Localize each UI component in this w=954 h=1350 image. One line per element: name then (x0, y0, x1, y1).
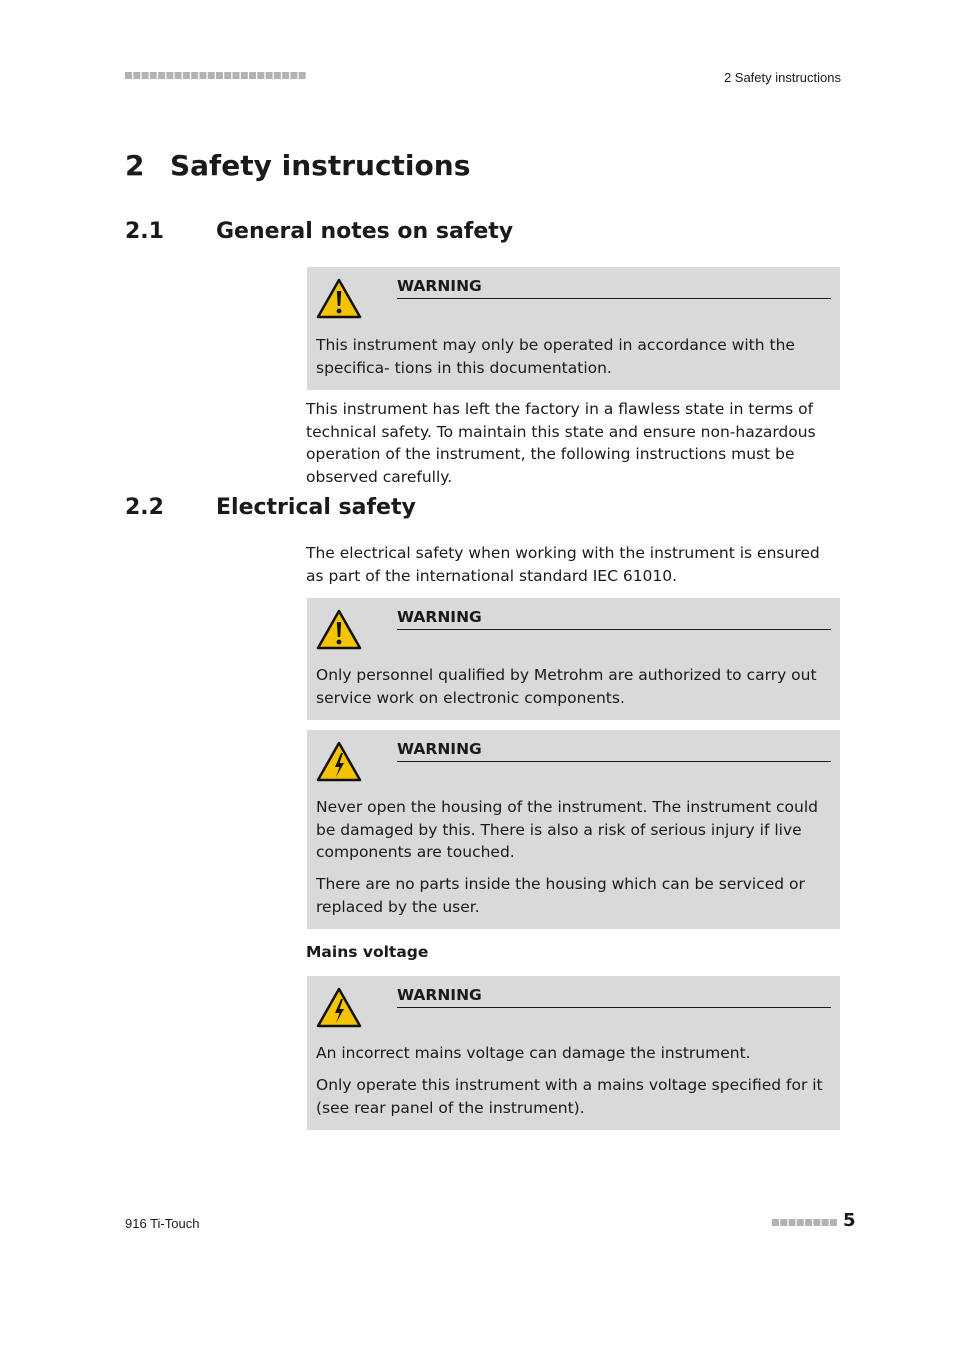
section-heading-electrical (125, 495, 416, 520)
section-number: 2.1 (125, 219, 164, 244)
warning-box (307, 598, 840, 720)
warning-box (307, 730, 840, 929)
high-voltage-triangle-icon (316, 741, 362, 782)
warning-label: WARNING (397, 985, 831, 1008)
warning-text: There are no parts inside the housing which can be serviced or replaced by the user. (316, 875, 805, 916)
warning-text: Only operate this instrument with a mains voltage specified for it (see rear panel of the instrument). (316, 1076, 823, 1117)
section-title: General notes on safety (216, 219, 514, 244)
warning-box (307, 267, 840, 390)
warning-text: An incorrect mains voltage can damage the instrument. (316, 1044, 751, 1062)
warning-label: WARNING (397, 276, 831, 299)
general-notes-paragraph: This instrument has left the factory in a flawless state in terms of technical safety. To maintain this state and ensure non-hazardous operation of the instrument, the following instructions must be observed carefully. (306, 400, 816, 487)
exclamation-triangle-icon (316, 609, 362, 650)
footer-product-name: 916 Ti-Touch (125, 1216, 200, 1231)
warning-label: WARNING (397, 607, 831, 630)
warning-text: Never open the housing of the instrument. The instrument could be damaged by this. There is also a risk of serious injury if live components are touched. (316, 798, 818, 862)
high-voltage-triangle-icon (316, 987, 362, 1028)
warning-text: Only personnel qualified by Metrohm are authorized to carry out service work on electronic components. (316, 666, 817, 707)
warning-box (307, 976, 840, 1130)
warning-text: This instrument may only be operated in accordance with the specifica- tions in this documentation. (316, 336, 795, 377)
electrical-intro-paragraph: The electrical safety when working with the instrument is ensured as part of the international standard IEC 61010. (306, 544, 820, 585)
section-number: 2.2 (125, 495, 164, 520)
section-title: Electrical safety (216, 495, 416, 520)
chapter-number: 2 (125, 149, 145, 182)
chapter-heading (125, 149, 470, 182)
warning-label: WARNING (397, 739, 831, 762)
chapter-title: Safety instructions (170, 149, 471, 182)
page-number: 5 (843, 1210, 856, 1231)
running-header: 2 Safety instructions (723, 70, 841, 85)
exclamation-triangle-icon (316, 278, 362, 319)
header-decoration (125, 71, 307, 80)
footer-decoration (772, 1218, 840, 1227)
mains-voltage-heading: Mains voltage (306, 943, 429, 961)
section-heading-general (125, 219, 513, 244)
